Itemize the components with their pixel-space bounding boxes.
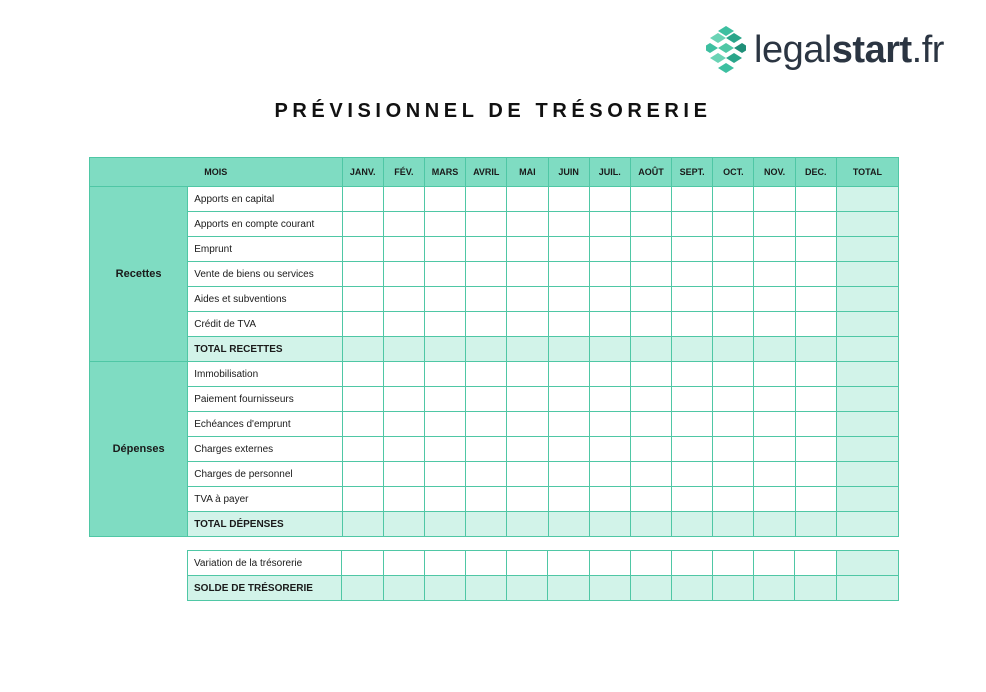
- header-month: JUIL.: [589, 158, 630, 187]
- value-cell[interactable]: [672, 412, 713, 437]
- value-cell[interactable]: [507, 337, 548, 362]
- value-cell[interactable]: [342, 412, 383, 437]
- row-label: Vente de biens ou services: [188, 262, 342, 287]
- value-cell[interactable]: [383, 287, 424, 312]
- value-cell[interactable]: [507, 212, 548, 237]
- total-cell[interactable]: [836, 487, 898, 512]
- value-cell[interactable]: [672, 262, 713, 287]
- value-cell[interactable]: [672, 462, 713, 487]
- value-cell[interactable]: [548, 287, 589, 312]
- value-cell[interactable]: [548, 462, 589, 487]
- value-cell[interactable]: [713, 437, 754, 462]
- value-cell[interactable]: [754, 337, 795, 362]
- total-row-label: TOTAL DÉPENSES: [188, 512, 342, 537]
- solde-row: [188, 576, 899, 601]
- total-cell[interactable]: [836, 412, 898, 437]
- value-cell[interactable]: [589, 487, 630, 512]
- total-cell[interactable]: [836, 187, 898, 212]
- table-row: [90, 437, 899, 462]
- table-row: [90, 387, 899, 412]
- value-cell[interactable]: [424, 312, 465, 337]
- value-cell[interactable]: [630, 187, 671, 212]
- value-cell[interactable]: [383, 462, 424, 487]
- variation-row: [188, 551, 899, 576]
- total-cell[interactable]: [836, 287, 898, 312]
- value-cell[interactable]: [548, 337, 589, 362]
- value-cell[interactable]: [754, 576, 795, 601]
- value-cell[interactable]: [795, 187, 836, 212]
- value-cell[interactable]: [795, 362, 836, 387]
- value-cell[interactable]: [424, 576, 465, 601]
- table-row: [90, 312, 899, 337]
- value-cell[interactable]: [713, 512, 754, 537]
- value-cell[interactable]: [589, 437, 630, 462]
- value-cell[interactable]: [713, 412, 754, 437]
- treasury-summary-table: [187, 550, 899, 601]
- total-cell[interactable]: [836, 362, 898, 387]
- value-cell[interactable]: [507, 437, 548, 462]
- value-cell[interactable]: [383, 262, 424, 287]
- header-mois: MOIS: [90, 158, 343, 187]
- table-row: [90, 462, 899, 487]
- value-cell[interactable]: [507, 312, 548, 337]
- value-cell[interactable]: [342, 576, 383, 601]
- value-cell[interactable]: [383, 412, 424, 437]
- value-cell[interactable]: [507, 487, 548, 512]
- row-label: TVA à payer: [188, 487, 342, 512]
- total-row: [90, 512, 899, 537]
- value-cell[interactable]: [754, 487, 795, 512]
- total-cell[interactable]: [836, 512, 898, 537]
- value-cell[interactable]: [548, 187, 589, 212]
- value-cell[interactable]: [589, 576, 630, 601]
- value-cell[interactable]: [466, 187, 507, 212]
- value-cell[interactable]: [507, 262, 548, 287]
- row-label: Emprunt: [188, 237, 342, 262]
- header-total: TOTAL: [836, 158, 898, 187]
- value-cell[interactable]: [548, 512, 589, 537]
- value-cell[interactable]: [383, 437, 424, 462]
- header-month: AVRIL: [466, 158, 507, 187]
- header-month: JUIN: [548, 158, 589, 187]
- value-cell[interactable]: [589, 212, 630, 237]
- section-label: Recettes: [90, 187, 188, 362]
- value-cell[interactable]: [795, 237, 836, 262]
- treasury-forecast-table: [89, 157, 899, 537]
- value-cell[interactable]: [548, 212, 589, 237]
- header-month: DEC.: [795, 158, 836, 187]
- header-month: NOV.: [754, 158, 795, 187]
- value-cell[interactable]: [342, 462, 383, 487]
- value-cell[interactable]: [672, 287, 713, 312]
- value-cell[interactable]: [672, 337, 713, 362]
- value-cell[interactable]: [424, 187, 465, 212]
- value-cell[interactable]: [507, 512, 548, 537]
- total-cell[interactable]: [836, 312, 898, 337]
- value-cell[interactable]: [465, 576, 506, 601]
- row-label: Crédit de TVA: [188, 312, 342, 337]
- value-cell[interactable]: [342, 512, 383, 537]
- value-cell[interactable]: [342, 287, 383, 312]
- total-cell[interactable]: [836, 551, 898, 576]
- value-cell[interactable]: [383, 187, 424, 212]
- value-cell[interactable]: [383, 512, 424, 537]
- value-cell[interactable]: [589, 362, 630, 387]
- value-cell[interactable]: [630, 437, 671, 462]
- value-cell[interactable]: [795, 512, 836, 537]
- total-row-label: TOTAL RECETTES: [188, 337, 342, 362]
- value-cell[interactable]: [507, 551, 548, 576]
- value-cell[interactable]: [713, 576, 754, 601]
- value-cell[interactable]: [630, 337, 671, 362]
- value-cell[interactable]: [589, 337, 630, 362]
- value-cell[interactable]: [342, 387, 383, 412]
- value-cell[interactable]: [630, 462, 671, 487]
- value-cell[interactable]: [589, 312, 630, 337]
- value-cell[interactable]: [383, 362, 424, 387]
- value-cell[interactable]: [795, 487, 836, 512]
- value-cell[interactable]: [466, 462, 507, 487]
- value-cell[interactable]: [466, 237, 507, 262]
- value-cell[interactable]: [713, 237, 754, 262]
- value-cell[interactable]: [424, 487, 465, 512]
- value-cell[interactable]: [589, 287, 630, 312]
- total-cell[interactable]: [836, 576, 898, 601]
- value-cell[interactable]: [424, 262, 465, 287]
- value-cell[interactable]: [630, 287, 671, 312]
- header-month: OCT.: [713, 158, 754, 187]
- value-cell[interactable]: [754, 212, 795, 237]
- value-cell[interactable]: [548, 487, 589, 512]
- value-cell[interactable]: [466, 262, 507, 287]
- value-cell[interactable]: [466, 487, 507, 512]
- value-cell[interactable]: [466, 312, 507, 337]
- value-cell[interactable]: [630, 212, 671, 237]
- value-cell[interactable]: [548, 437, 589, 462]
- value-cell[interactable]: [795, 462, 836, 487]
- value-cell[interactable]: [754, 312, 795, 337]
- value-cell[interactable]: [342, 237, 383, 262]
- value-cell[interactable]: [342, 487, 383, 512]
- value-cell[interactable]: [342, 337, 383, 362]
- value-cell[interactable]: [383, 576, 424, 601]
- value-cell[interactable]: [630, 262, 671, 287]
- total-cell[interactable]: [836, 387, 898, 412]
- total-cell[interactable]: [836, 437, 898, 462]
- value-cell[interactable]: [548, 576, 589, 601]
- value-cell[interactable]: [754, 387, 795, 412]
- value-cell[interactable]: [630, 362, 671, 387]
- row-label: Echéances d'emprunt: [188, 412, 342, 437]
- value-cell[interactable]: [589, 387, 630, 412]
- value-cell[interactable]: [589, 187, 630, 212]
- table-row: [90, 237, 899, 262]
- table-row: [90, 487, 899, 512]
- variation-label: Variation de la trésorerie: [188, 551, 342, 576]
- value-cell[interactable]: [383, 487, 424, 512]
- value-cell[interactable]: [795, 312, 836, 337]
- value-cell[interactable]: [672, 512, 713, 537]
- row-label: Charges de personnel: [188, 462, 342, 487]
- value-cell[interactable]: [672, 312, 713, 337]
- value-cell[interactable]: [795, 437, 836, 462]
- row-label: Immobilisation: [188, 362, 342, 387]
- total-cell[interactable]: [836, 462, 898, 487]
- value-cell[interactable]: [754, 462, 795, 487]
- value-cell[interactable]: [630, 412, 671, 437]
- header-month: MARS: [424, 158, 465, 187]
- value-cell[interactable]: [424, 362, 465, 387]
- value-cell[interactable]: [672, 387, 713, 412]
- table-row: [90, 187, 899, 212]
- total-cell[interactable]: [836, 262, 898, 287]
- value-cell[interactable]: [754, 551, 795, 576]
- value-cell[interactable]: [754, 362, 795, 387]
- total-cell[interactable]: [836, 237, 898, 262]
- total-cell[interactable]: [836, 212, 898, 237]
- value-cell[interactable]: [466, 287, 507, 312]
- value-cell[interactable]: [672, 187, 713, 212]
- value-cell[interactable]: [672, 237, 713, 262]
- value-cell[interactable]: [548, 312, 589, 337]
- value-cell[interactable]: [424, 551, 465, 576]
- value-cell[interactable]: [671, 551, 712, 576]
- value-cell[interactable]: [424, 412, 465, 437]
- table-row: [90, 212, 899, 237]
- value-cell[interactable]: [507, 362, 548, 387]
- value-cell[interactable]: [548, 362, 589, 387]
- section-label: Dépenses: [90, 362, 188, 537]
- value-cell[interactable]: [589, 237, 630, 262]
- value-cell[interactable]: [754, 262, 795, 287]
- value-cell[interactable]: [713, 262, 754, 287]
- value-cell[interactable]: [383, 387, 424, 412]
- value-cell[interactable]: [795, 212, 836, 237]
- row-label: Apports en capital: [188, 187, 342, 212]
- page-title: PRÉVISIONNEL DE TRÉSORERIE: [274, 100, 712, 122]
- value-cell[interactable]: [713, 287, 754, 312]
- value-cell[interactable]: [507, 462, 548, 487]
- value-cell[interactable]: [713, 212, 754, 237]
- value-cell[interactable]: [424, 212, 465, 237]
- row-label: Paiement fournisseurs: [188, 387, 342, 412]
- value-cell[interactable]: [342, 362, 383, 387]
- value-cell[interactable]: [342, 212, 383, 237]
- value-cell[interactable]: [713, 462, 754, 487]
- value-cell[interactable]: [548, 237, 589, 262]
- header-row: [90, 158, 899, 187]
- value-cell[interactable]: [507, 576, 548, 601]
- value-cell[interactable]: [754, 437, 795, 462]
- header-month: FÉV.: [383, 158, 424, 187]
- value-cell[interactable]: [507, 287, 548, 312]
- value-cell[interactable]: [507, 187, 548, 212]
- value-cell[interactable]: [589, 262, 630, 287]
- table-row: [90, 412, 899, 437]
- value-cell[interactable]: [466, 412, 507, 437]
- value-cell[interactable]: [466, 437, 507, 462]
- header-month: SEPT.: [672, 158, 713, 187]
- value-cell[interactable]: [754, 187, 795, 212]
- value-cell[interactable]: [548, 387, 589, 412]
- value-cell[interactable]: [342, 187, 383, 212]
- value-cell[interactable]: [342, 437, 383, 462]
- value-cell[interactable]: [795, 262, 836, 287]
- row-label: Apports en compte courant: [188, 212, 342, 237]
- value-cell[interactable]: [548, 551, 589, 576]
- value-cell[interactable]: [548, 412, 589, 437]
- value-cell[interactable]: [466, 362, 507, 387]
- value-cell[interactable]: [342, 551, 383, 576]
- legalstart-mark-icon: [706, 26, 746, 74]
- value-cell[interactable]: [630, 487, 671, 512]
- value-cell[interactable]: [795, 551, 836, 576]
- table-row: [90, 362, 899, 387]
- value-cell[interactable]: [424, 237, 465, 262]
- header-month: JANV.: [342, 158, 383, 187]
- value-cell[interactable]: [589, 412, 630, 437]
- value-cell[interactable]: [795, 287, 836, 312]
- value-cell[interactable]: [589, 512, 630, 537]
- value-cell[interactable]: [713, 487, 754, 512]
- total-row: [90, 337, 899, 362]
- value-cell[interactable]: [589, 551, 630, 576]
- value-cell[interactable]: [713, 187, 754, 212]
- value-cell[interactable]: [589, 462, 630, 487]
- value-cell[interactable]: [672, 487, 713, 512]
- value-cell[interactable]: [630, 551, 671, 576]
- header-month: AOÛT: [630, 158, 671, 187]
- value-cell[interactable]: [795, 337, 836, 362]
- value-cell[interactable]: [795, 387, 836, 412]
- value-cell[interactable]: [424, 512, 465, 537]
- value-cell[interactable]: [754, 237, 795, 262]
- value-cell[interactable]: [466, 337, 507, 362]
- value-cell[interactable]: [424, 462, 465, 487]
- value-cell[interactable]: [383, 312, 424, 337]
- value-cell[interactable]: [630, 512, 671, 537]
- brand-logo: [706, 22, 944, 78]
- value-cell[interactable]: [465, 551, 506, 576]
- value-cell[interactable]: [466, 212, 507, 237]
- value-cell[interactable]: [424, 437, 465, 462]
- value-cell[interactable]: [713, 387, 754, 412]
- value-cell[interactable]: [672, 212, 713, 237]
- value-cell[interactable]: [754, 512, 795, 537]
- table-row: [90, 262, 899, 287]
- value-cell[interactable]: [713, 312, 754, 337]
- value-cell[interactable]: [383, 551, 424, 576]
- value-cell[interactable]: [424, 337, 465, 362]
- value-cell[interactable]: [672, 437, 713, 462]
- solde-label: SOLDE DE TRÉSORERIE: [188, 576, 342, 601]
- value-cell[interactable]: [630, 312, 671, 337]
- value-cell[interactable]: [466, 387, 507, 412]
- value-cell[interactable]: [713, 551, 754, 576]
- value-cell[interactable]: [672, 362, 713, 387]
- value-cell[interactable]: [754, 412, 795, 437]
- header-month: MAI: [507, 158, 548, 187]
- value-cell[interactable]: [383, 237, 424, 262]
- value-cell[interactable]: [754, 287, 795, 312]
- value-cell[interactable]: [507, 412, 548, 437]
- total-cell[interactable]: [836, 337, 898, 362]
- value-cell[interactable]: [507, 237, 548, 262]
- value-cell[interactable]: [671, 576, 712, 601]
- row-label: Charges externes: [188, 437, 342, 462]
- value-cell[interactable]: [424, 287, 465, 312]
- value-cell[interactable]: [507, 387, 548, 412]
- value-cell[interactable]: [383, 337, 424, 362]
- value-cell[interactable]: [795, 576, 836, 601]
- value-cell[interactable]: [424, 387, 465, 412]
- table-row: [90, 287, 899, 312]
- value-cell[interactable]: [466, 512, 507, 537]
- value-cell[interactable]: [630, 387, 671, 412]
- value-cell[interactable]: [548, 262, 589, 287]
- value-cell[interactable]: [342, 312, 383, 337]
- value-cell[interactable]: [630, 237, 671, 262]
- value-cell[interactable]: [630, 576, 671, 601]
- value-cell[interactable]: [713, 362, 754, 387]
- value-cell[interactable]: [342, 262, 383, 287]
- value-cell[interactable]: [795, 412, 836, 437]
- brand-wordmark: legalstart.fr: [754, 29, 944, 71]
- value-cell[interactable]: [383, 212, 424, 237]
- row-label: Aides et subventions: [188, 287, 342, 312]
- value-cell[interactable]: [713, 337, 754, 362]
